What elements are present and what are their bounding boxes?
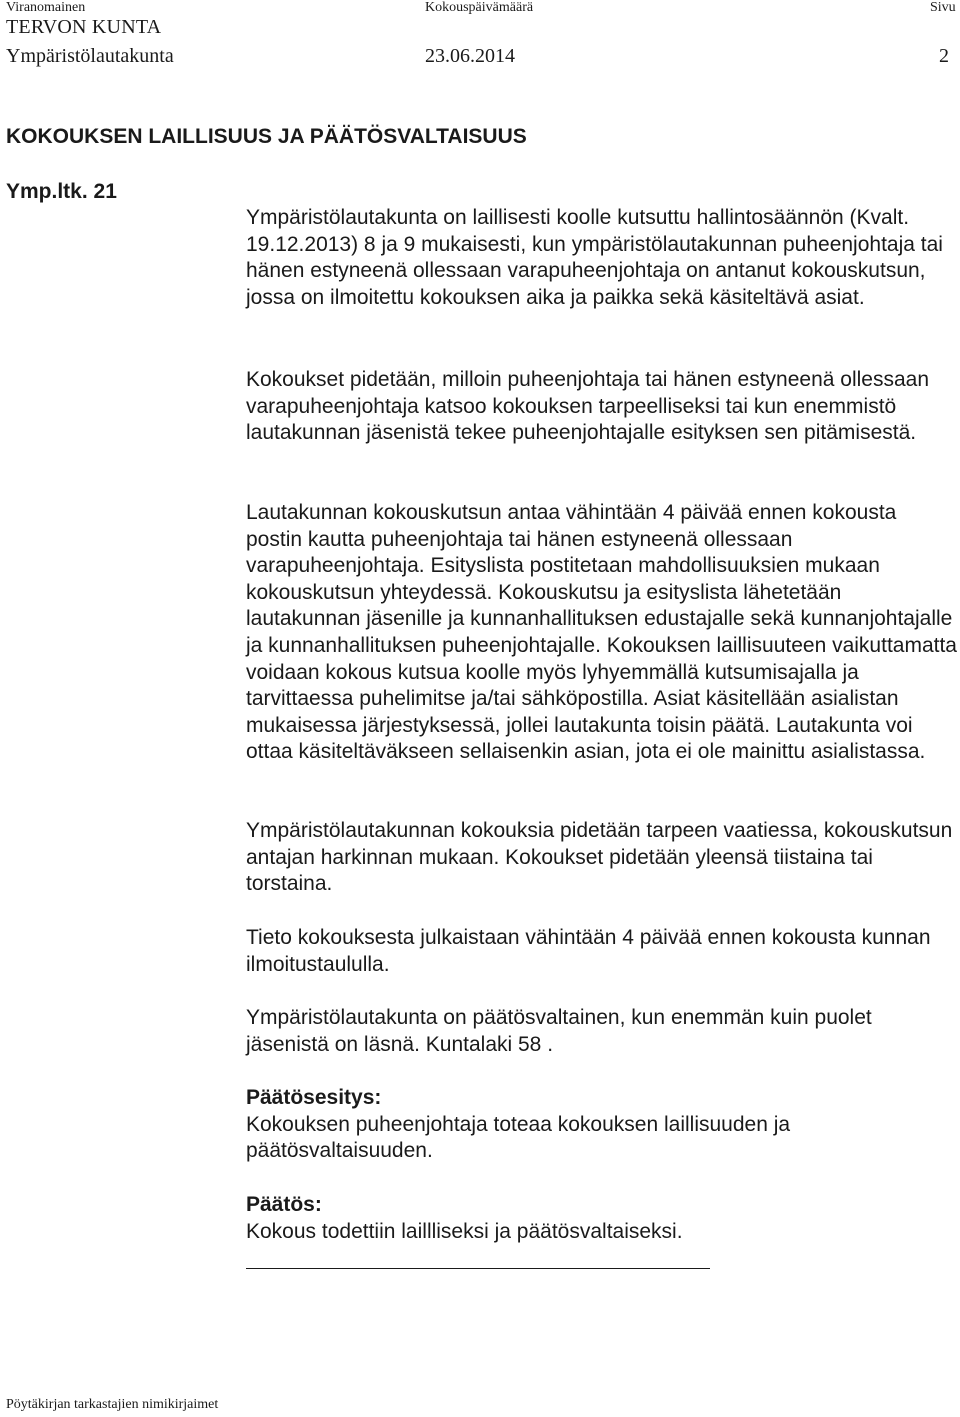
section-heading: KOKOUKSEN LAILLISUUS JA PÄÄTÖSVALTAISUUS <box>6 125 527 148</box>
page-number: 2 <box>939 45 949 67</box>
paragraph-6 <box>246 1005 958 1058</box>
paragraph-5-text: Tieto kokouksesta julkaistaan vähintään 4 päivää ennen kokousta kunnan ilmoitustaululla. <box>246 926 931 976</box>
decision-block <box>246 1192 958 1245</box>
proposal-text: Kokouksen puheenjohtaja toteaa kokouksen laillisuuden ja päätösvaltaisuuden. <box>246 1112 791 1163</box>
header-authority-label: Viranomainen <box>6 0 86 15</box>
authority-name: Ympäristölautakunta <box>6 45 174 67</box>
section-reference: Ymp.ltk. 21 <box>6 180 117 203</box>
proposal-label: Päätösesitys: <box>246 1086 382 1109</box>
paragraph-4 <box>246 818 958 898</box>
municipality-name: TERVON KUNTA <box>6 16 162 38</box>
paragraph-2-text: Kokoukset pidetään, milloin puheenjohtaja tai hänen estyneenä ollessaan varapuheenjohtaja katsoo kokouksen tarpeelliseksi tai kun enemmistö lautakunnan jäsenistä tekee puheenjohtajalle esityksen sen pitämisestä. <box>246 368 929 445</box>
end-separator-line <box>246 1268 710 1269</box>
paragraph-4-text: Ympäristölautakunnan kokouksia pidetään tarpeen vaatiessa, kokouskutsun antajan harkinnan mukaan. Kokoukset pidetään yleensä tiistaina tai torstaina. <box>246 819 953 896</box>
paragraph-3 <box>246 500 958 766</box>
footer-initials-label: Pöytäkirjan tarkastajien nimikirjaimet <box>6 1397 219 1412</box>
header-page-label: Sivu <box>930 0 956 15</box>
paragraph-1 <box>246 205 958 311</box>
decision-label: Päätös: <box>246 1193 322 1216</box>
paragraph-5 <box>246 925 958 978</box>
meeting-date: 23.06.2014 <box>425 45 515 67</box>
decision-text: Kokous todettiin laillliseksi ja päätösvaltaiseksi. <box>246 1219 683 1243</box>
proposal-block <box>246 1085 958 1165</box>
paragraph-1-text: Ympäristölautakunta on laillisesti koolle kutsuttu hallintosäännön (Kvalt. 19.12.2013) 8 ja 9 mukaisesti, kun ympäristölautakunnan puheenjohtaja tai hänen estyneenä ollessaan varapuheenjohtaja on antanut kokouskutsun, jossa on ilmoitettu kokouksen aika ja paikka sekä käsiteltävä asiat. <box>246 206 943 309</box>
paragraph-3-text: Lautakunnan kokouskutsun antaa vähintään 4 päivää ennen kokousta postin kautta puheenjohtaja tai hänen estyneenä ollessaan varapuheenjohtaja. Esityslista postitetaan mahdollisuuksien mukaan kokouskutsun yhteydessä. Kokouskutsu ja esityslista lähetetään lautakunnan jäsenille ja kunnanhallituksen edustajalle sekä kunnanjohtajalle ja kunnanhallituksen puheenjohtajalle. Kokouksen laillisuuteen vaikuttamatta voidaan kokous kutsua koolle myös lyhyemmällä kutsumisajalla ja tarvittaessa puhelimitse ja/tai sähköpostilla. Asiat käsitellään asialistan mukaisessa järjestyksessä, jollei lautakunta toisin päätä. Lautakunta voi ottaa käsiteltäväkseen sellaisenkin asian, jota ei ole mainittu asialistassa. <box>246 501 957 764</box>
header-date-label: Kokouspäivämäärä <box>425 0 534 15</box>
paragraph-6-text: Ympäristölautakunta on päätösvaltainen, kun enemmän kuin puolet jäsenistä on läsnä. Kuntalaki 58 . <box>246 1006 872 1056</box>
paragraph-2 <box>246 367 958 447</box>
